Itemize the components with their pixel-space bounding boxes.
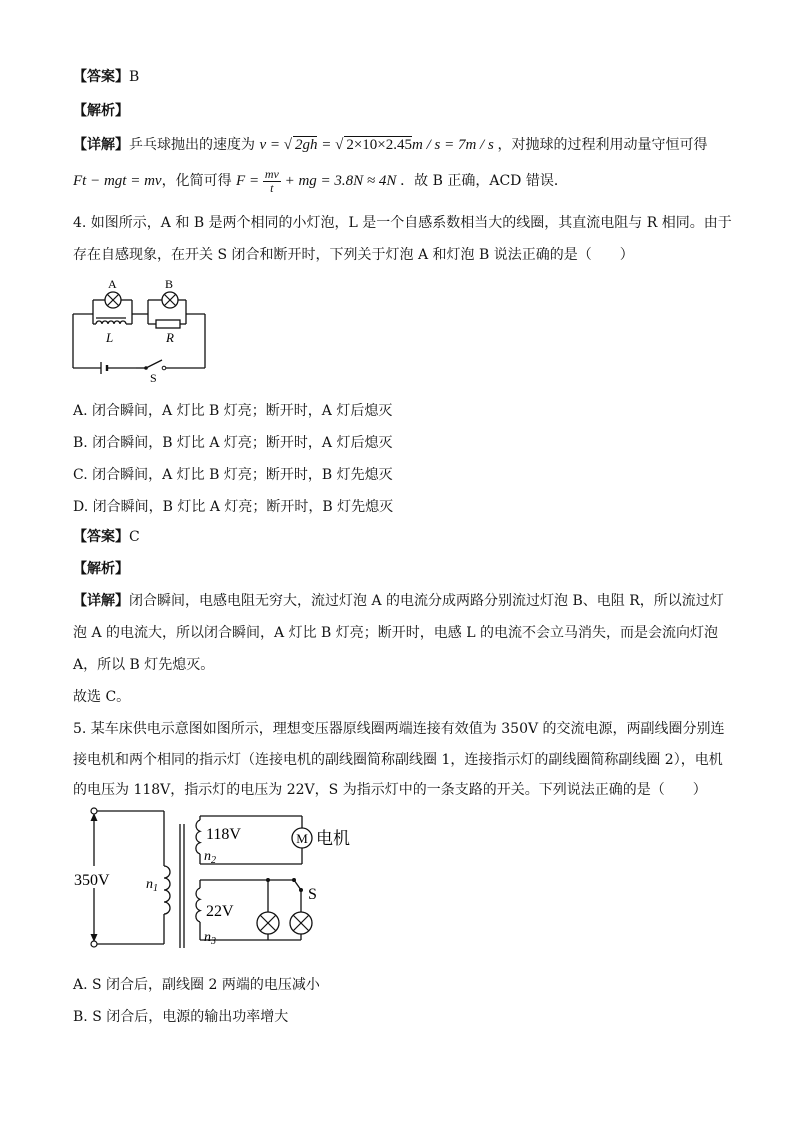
secondary-2-turns-label — [204, 930, 216, 947]
primary-turns-n: n — [146, 877, 153, 892]
q4-option-d: D. 闭合瞬间，B 灯比 A 灯亮；断开时，B 灯先熄灭 — [73, 499, 394, 515]
fraction-numerator: mv — [264, 167, 279, 181]
q5-option-b: B. S 闭合后，电源的输出功率增大 — [73, 1009, 289, 1025]
q4-option-c: C. 闭合瞬间，A 灯比 B 灯亮；断开时，B 灯先熄灭 — [73, 467, 393, 483]
fraction-denominator: t — [270, 181, 274, 195]
q4-answer-tag: 【答案】 — [73, 529, 129, 545]
sqrt-2gh: 2gh — [294, 137, 318, 153]
q5-stem-line-3: 的电压为 118V，指示灯的电压为 22V，S 为指示灯中的一条支路的开关。下列说法正确的是（ ） — [73, 782, 707, 798]
simplify-text: ，化简可得 — [161, 172, 232, 189]
secondary-1-turns-sub: 2 — [211, 855, 216, 866]
lamp-b-label: B — [165, 277, 174, 291]
sqrt-numeric: 2×10×2.45 — [346, 137, 412, 153]
primary-turns-sub: 1 — [153, 883, 158, 894]
detail-lead: 乒乓球抛出的速度为 — [129, 137, 255, 153]
detail-line-2 — [73, 168, 568, 195]
detail-line-1 — [73, 134, 708, 154]
eq-v-mid: = — [321, 137, 332, 153]
q5-stem-line-1: 5. 某车床供电示意图如图所示，理想变压器原线圈两端连接有效值为 350V 的交流电源，两副线圈分别连 — [73, 721, 725, 737]
detail-tag: 【详解】 — [73, 137, 129, 153]
switch-s-label: S — [308, 886, 317, 903]
q4-detail-line-2: 泡 A 的电流大，所以闭合瞬间，A 灯比 B 灯亮；断开时，电感 L 的电流不会立马消失，而是会流向灯泡 — [73, 625, 718, 641]
switch-label: S — [150, 371, 157, 384]
battery-icon — [101, 362, 107, 374]
resistor-label: R — [166, 330, 174, 345]
momentum-equation: Ft − mgt = mv — [73, 172, 162, 189]
indicator-lamp-1-icon — [257, 912, 279, 934]
q4-detail-line-3: A，所以 B 灯先熄灭。 — [73, 657, 215, 673]
q4-detail-tag: 【详解】 — [73, 593, 129, 609]
source-voltage-label: 350V — [74, 872, 110, 889]
q4-detail-line-1 — [73, 590, 724, 610]
q4-answer-value: C — [129, 529, 140, 545]
lamp-a-icon — [105, 292, 121, 308]
answer-value: B — [129, 69, 140, 85]
answer-line — [73, 66, 139, 86]
q5-stem-line-2: 接电机和两个相同的指示灯（连接电机的副线圈简称副线圈 1，连接指示灯的副线圈简称副线圈 2），电机 — [73, 752, 723, 768]
indicator-lamp-2-icon — [290, 912, 312, 934]
secondary-2-voltage-label: 22V — [206, 903, 234, 920]
q4-detail-text-1: 闭合瞬间，电感电阻无穷大，流过灯泡 A 的电流分成两路分别流过灯泡 B、电阻 R，所以流过灯 — [129, 593, 724, 609]
motor-label: 电机 — [316, 829, 350, 849]
resistor-icon — [156, 320, 180, 328]
q4-circuit-diagram — [66, 274, 216, 384]
secondary-coil-2-icon — [196, 888, 200, 922]
inductor-label: L — [106, 330, 114, 345]
q5-transformer-diagram — [70, 806, 370, 956]
primary-coil-icon — [164, 866, 170, 914]
fraction-mv-t — [263, 168, 281, 195]
secondary-1-voltage-label: 118V — [206, 826, 241, 843]
secondary-2-turns-n: n — [204, 930, 211, 945]
terminal-top-icon — [91, 808, 97, 814]
motor-symbol: M — [296, 831, 308, 846]
q4-choice: 故选 C。 — [73, 689, 131, 705]
q4-analysis-tag: 【解析】 — [73, 561, 129, 577]
force-equation — [236, 167, 400, 195]
analysis-tag: 【解析】 — [73, 103, 129, 119]
primary-turns-label — [146, 877, 158, 894]
motor-icon — [292, 828, 312, 848]
eq-f-lhs: F = — [236, 172, 260, 189]
secondary-coil-1-icon — [196, 820, 200, 854]
q4-option-a: A. 闭合瞬间，A 灯比 B 灯亮；断开时，A 灯后熄灭 — [73, 403, 393, 419]
q4-stem-line-1: 4. 如图所示，A 和 B 是两个相同的小灯泡，L 是一个自感系数相当大的线圈，其直流电阻与 R 相同。由于 — [73, 215, 732, 231]
eq-v-rest: m / s = 7m / s — [412, 137, 494, 153]
q4-stem-line-2: 存在自感现象，在开关 S 闭合和断开时，下列关于灯泡 A 和灯泡 B 说法正确的是（ ） — [73, 247, 634, 263]
conclusion: ．故 B 正确，ACD 错误． — [400, 172, 568, 189]
lamp-a-label: A — [108, 277, 117, 291]
answer-tag: 【答案】 — [73, 69, 129, 85]
secondary-2-turns-sub: 3 — [211, 936, 216, 947]
eq-f-rest: + mg = 3.8N ≈ 4N — [284, 172, 397, 189]
velocity-equation: v = √ 2gh = √ 2×10×2.45m / s = 7m / s — [259, 137, 494, 153]
detail-tail: ，对抛球的过程利用动量守恒可得 — [497, 137, 708, 153]
inductor-icon — [96, 318, 126, 324]
lamp-b-icon — [162, 292, 178, 308]
q4-answer-line — [73, 526, 140, 546]
secondary-1-turns-n: n — [204, 849, 211, 864]
terminal-bottom-icon — [91, 941, 97, 947]
q5-option-a: A. S 闭合后，副线圈 2 两端的电压减小 — [73, 977, 320, 993]
secondary-1-turns-label — [204, 849, 216, 866]
eq-v-lhs: v = — [259, 137, 280, 153]
q4-option-b: B. 闭合瞬间，B 灯比 A 灯亮；断开时，A 灯后熄灭 — [73, 435, 393, 451]
